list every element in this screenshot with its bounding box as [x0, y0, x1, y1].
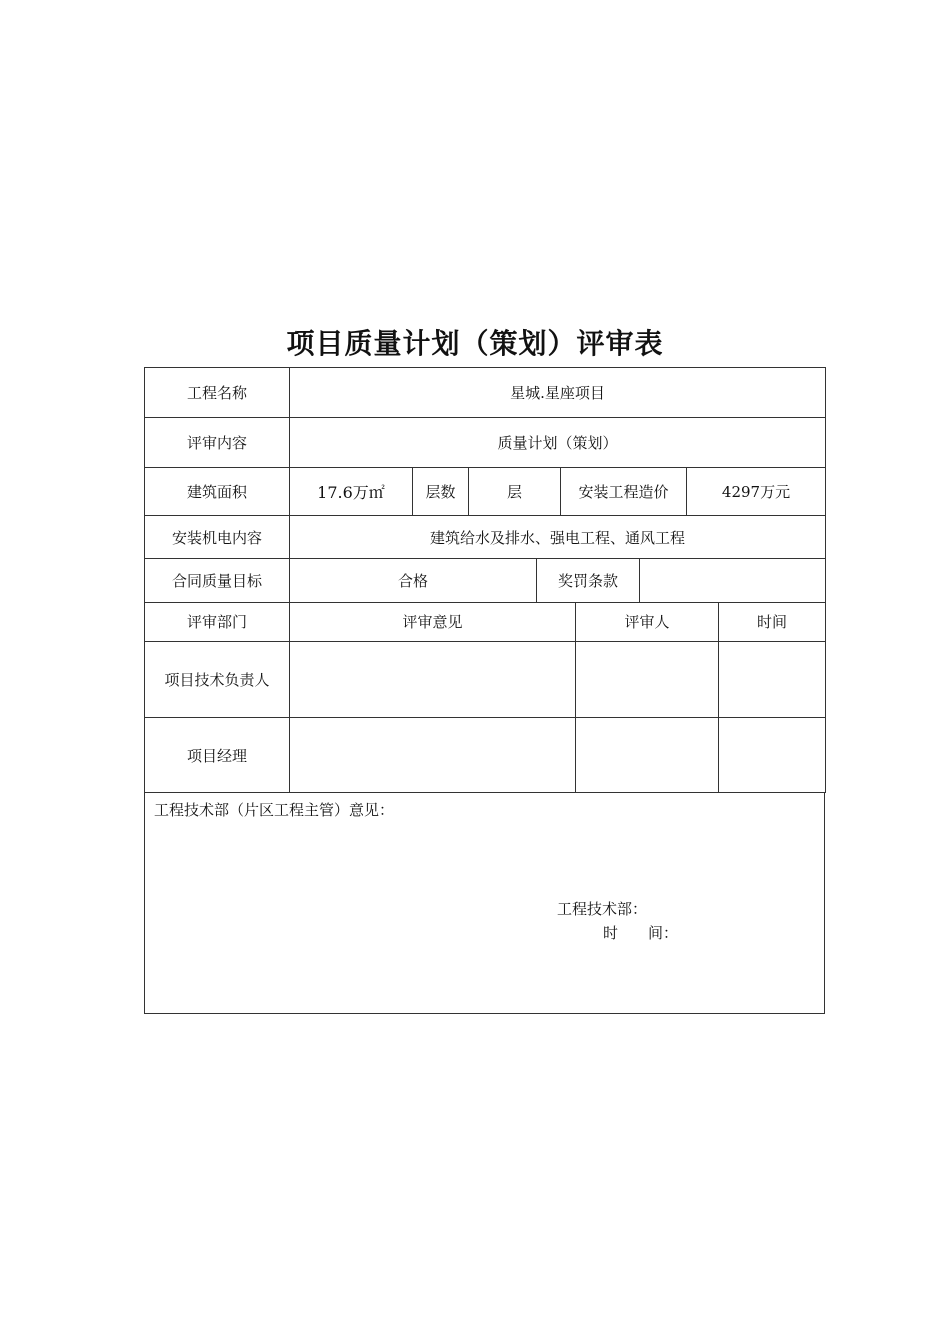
- quality-target-table: [144, 559, 826, 603]
- page-title: 项目质量计划（策划）评审表: [286, 327, 664, 360]
- table-row: [145, 718, 826, 793]
- review-content-label: 评审内容: [145, 418, 290, 468]
- quality-target-label: 合同质量目标: [145, 559, 290, 602]
- review-form: [144, 367, 825, 1014]
- review-dept-cell: 项目经理: [145, 718, 290, 793]
- reviewer-cell[interactable]: [576, 718, 719, 793]
- quality-target-row: [145, 559, 826, 602]
- penalty-clause-value[interactable]: [640, 559, 826, 602]
- building-area-row: [145, 468, 826, 516]
- quality-target-value[interactable]: 合格: [290, 559, 537, 602]
- mep-content-value[interactable]: 建筑给水及排水、强电工程、通风工程: [290, 516, 826, 559]
- mep-content-label: 安装机电内容: [145, 516, 290, 559]
- tech-dept-time-label: 时 间：: [603, 924, 679, 942]
- penalty-clause-label: 奖罚条款: [537, 559, 640, 602]
- review-table: [144, 603, 826, 794]
- review-time-header: 时间: [719, 603, 826, 642]
- tech-dept-sign-label: 工程技术部：: [557, 900, 648, 918]
- review-opinion-cell[interactable]: [290, 642, 576, 718]
- install-cost-value[interactable]: 4297万元: [687, 468, 826, 516]
- reviewer-header: 评审人: [576, 603, 719, 642]
- project-info-table: [144, 367, 826, 559]
- floors-value[interactable]: 层: [469, 468, 561, 516]
- review-dept-cell: 项目技术负责人: [145, 642, 290, 718]
- building-area-value[interactable]: 17.6万㎡: [290, 468, 413, 516]
- install-cost-label: 安装工程造价: [561, 468, 687, 516]
- review-time-cell[interactable]: [719, 718, 826, 793]
- review-header-row: [145, 603, 826, 642]
- review-dept-header: 评审部门: [145, 603, 290, 642]
- review-content-value[interactable]: 质量计划（策划）: [290, 418, 826, 468]
- review-content-row: [145, 418, 826, 468]
- table-row: [145, 642, 826, 718]
- floors-label: 层数: [413, 468, 469, 516]
- tech-dept-opinion-label: 工程技术部（片区工程主管）意见：: [154, 801, 395, 819]
- review-opinion-cell[interactable]: [290, 718, 576, 793]
- building-area-label: 建筑面积: [145, 468, 290, 516]
- project-name-label: 工程名称: [145, 368, 290, 418]
- project-name-row: [145, 368, 826, 418]
- reviewer-cell[interactable]: [576, 642, 719, 718]
- project-name-value[interactable]: 星城.星座项目: [290, 368, 826, 418]
- review-time-cell[interactable]: [719, 642, 826, 718]
- tech-dept-opinion-box[interactable]: [144, 793, 825, 1014]
- mep-content-row: [145, 516, 826, 559]
- review-opinion-header: 评审意见: [290, 603, 576, 642]
